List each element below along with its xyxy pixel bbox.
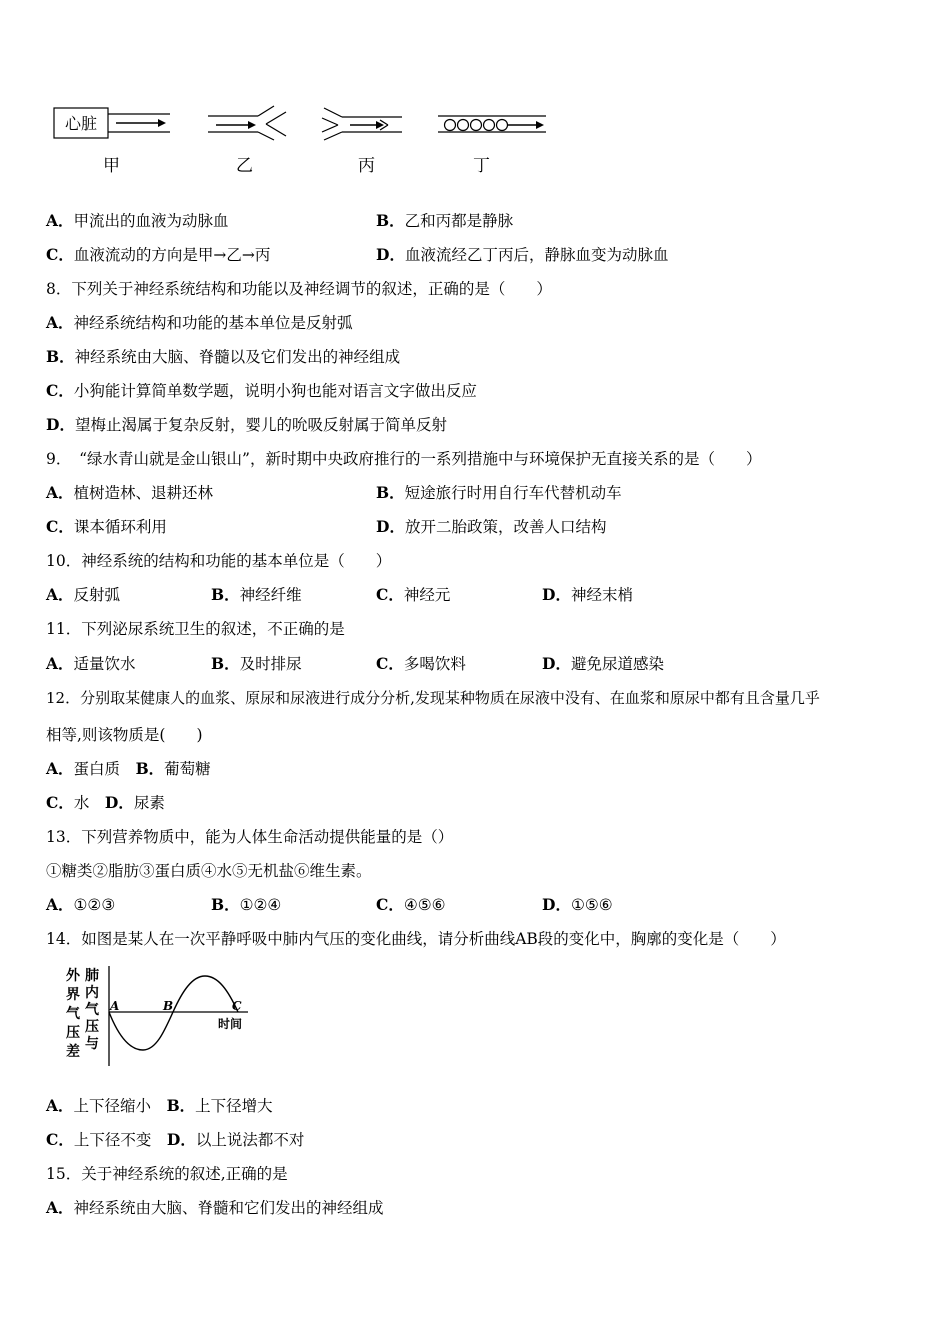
pressure-curve (109, 976, 238, 1050)
ylabel-col2-2: 气 (85, 1002, 99, 1018)
q13-option-b: B．①②④ (211, 895, 282, 914)
q11-option-a: A．适量饮水 (46, 654, 136, 673)
point-b-label: B (163, 999, 174, 1013)
q8-stem: 8．下列关于神经系统结构和功能以及神经调节的叙述，正确的是（ ） (46, 280, 552, 298)
ylabel-col2-3: 压 (85, 1019, 99, 1035)
q10-option-d: D．神经末梢 (542, 585, 633, 604)
heart-label: 心脏 (64, 114, 98, 133)
label-bing: 丙 (358, 156, 375, 176)
q13-option-d: D．①⑤⑥ (542, 895, 613, 914)
point-a-label: A (110, 999, 120, 1013)
q10-stem: 10．神经系统的结构和功能的基本单位是（ ） (46, 552, 392, 570)
q8-option-b: B．神经系统由大脑、脊髓以及它们发出的神经组成 (46, 347, 401, 366)
q9-option-b: B．短途旅行时用自行车代替机动车 (376, 483, 622, 502)
q10-option-a: A．反射弧 (46, 585, 121, 604)
q14-stem: 14．如图是某人在一次平静呼吸中肺内气压的变化曲线，请分析曲线AB段的变化中，胸廓的变化是（ ） (46, 930, 786, 948)
q13-option-a: A．①②③ (46, 895, 116, 914)
ylabel-col1-1: 界 (66, 987, 80, 1003)
label-jia: 甲 (103, 156, 120, 176)
q7-option-c: C．血液流动的方向是甲→乙→丙 (46, 245, 271, 264)
ylabel-col1-4: 差 (66, 1044, 80, 1060)
point-c-label: C (232, 999, 242, 1013)
q9-option-a: A．植树造林、退耕还林 (46, 483, 214, 502)
q9-option-d: D．放开二胎政策，改善人口结构 (376, 517, 607, 536)
q7-option-d: D．血液流经乙丁丙后，静脉血变为动脉血 (376, 245, 669, 264)
q8-option-d: D．望梅止渴属于复杂反射，婴儿的吮吸反射属于简单反射 (46, 415, 447, 434)
q7-option-a: A．甲流出的血液为动脉血 (46, 211, 229, 230)
q8-option-c: C．小狗能计算简单数学题，说明小狗也能对语言文字做出反应 (46, 381, 477, 400)
ylabel-col2-4: 与 (85, 1036, 99, 1052)
q13-option-c: C．④⑤⑥ (376, 895, 446, 914)
q9-stem: 9． “绿水青山就是金山银山”，新时期中央政府推行的一系列措施中与环境保护无直接关系的是（ ） (46, 450, 762, 468)
q13-items: ①糖类②脂肪③蛋白质④水⑤无机盐⑥维生素。 (46, 862, 372, 880)
q11-option-b: B．及时排尿 (211, 654, 302, 673)
x-axis-label: 时间 (218, 1017, 243, 1031)
ylabel-col2-0: 肺 (85, 968, 99, 984)
q7-option-b: B．乙和丙都是静脉 (376, 211, 514, 230)
q12-stem-line1: 12．分别取某健康人的血浆、原尿和尿液进行成分分析,发现某种物质在尿液中没有、在血浆和原尿中都有且含量几乎 (46, 689, 820, 707)
q10-option-c: C．神经元 (376, 585, 451, 604)
q15-stem: 15．关于神经系统的叙述,正确的是 (46, 1165, 288, 1183)
ylabel-col2-1: 内 (85, 985, 99, 1001)
q13-stem: 13．下列营养物质中，能为人体生命活动提供能量的是（） (46, 828, 454, 846)
q11-option-d: D．避免尿道感染 (542, 654, 664, 673)
q14-options-cd: C．上下径不变 D．以上说法都不对 (46, 1130, 305, 1149)
ylabel-col1-3: 压 (66, 1025, 80, 1041)
label-yi: 乙 (236, 156, 253, 176)
q12-options-ab: A．蛋白质 B．葡萄糖 (46, 759, 211, 778)
q14-options-ab: A．上下径缩小 B．上下径增大 (46, 1096, 273, 1115)
q8-option-a: A．神经系统结构和功能的基本单位是反射弧 (46, 313, 353, 332)
ylabel-col1-0: 外 (66, 968, 80, 984)
pressure-graph (60, 962, 260, 1072)
q11-option-c: C．多喝饮料 (376, 654, 466, 673)
q10-option-b: B．神经纤维 (211, 585, 302, 604)
q12-options-cd: C．水 D．尿素 (46, 793, 165, 812)
q11-stem: 11．下列泌尿系统卫生的叙述，不正确的是 (46, 620, 345, 638)
label-ding: 丁 (473, 156, 490, 176)
ylabel-col1-2: 气 (66, 1006, 80, 1022)
q9-option-c: C．课本循环利用 (46, 517, 167, 536)
q15-option-a: A．神经系统由大脑、脊髓和它们发出的神经组成 (46, 1198, 384, 1217)
q12-stem-line2: 相等,则该物质是( ) (46, 726, 203, 744)
